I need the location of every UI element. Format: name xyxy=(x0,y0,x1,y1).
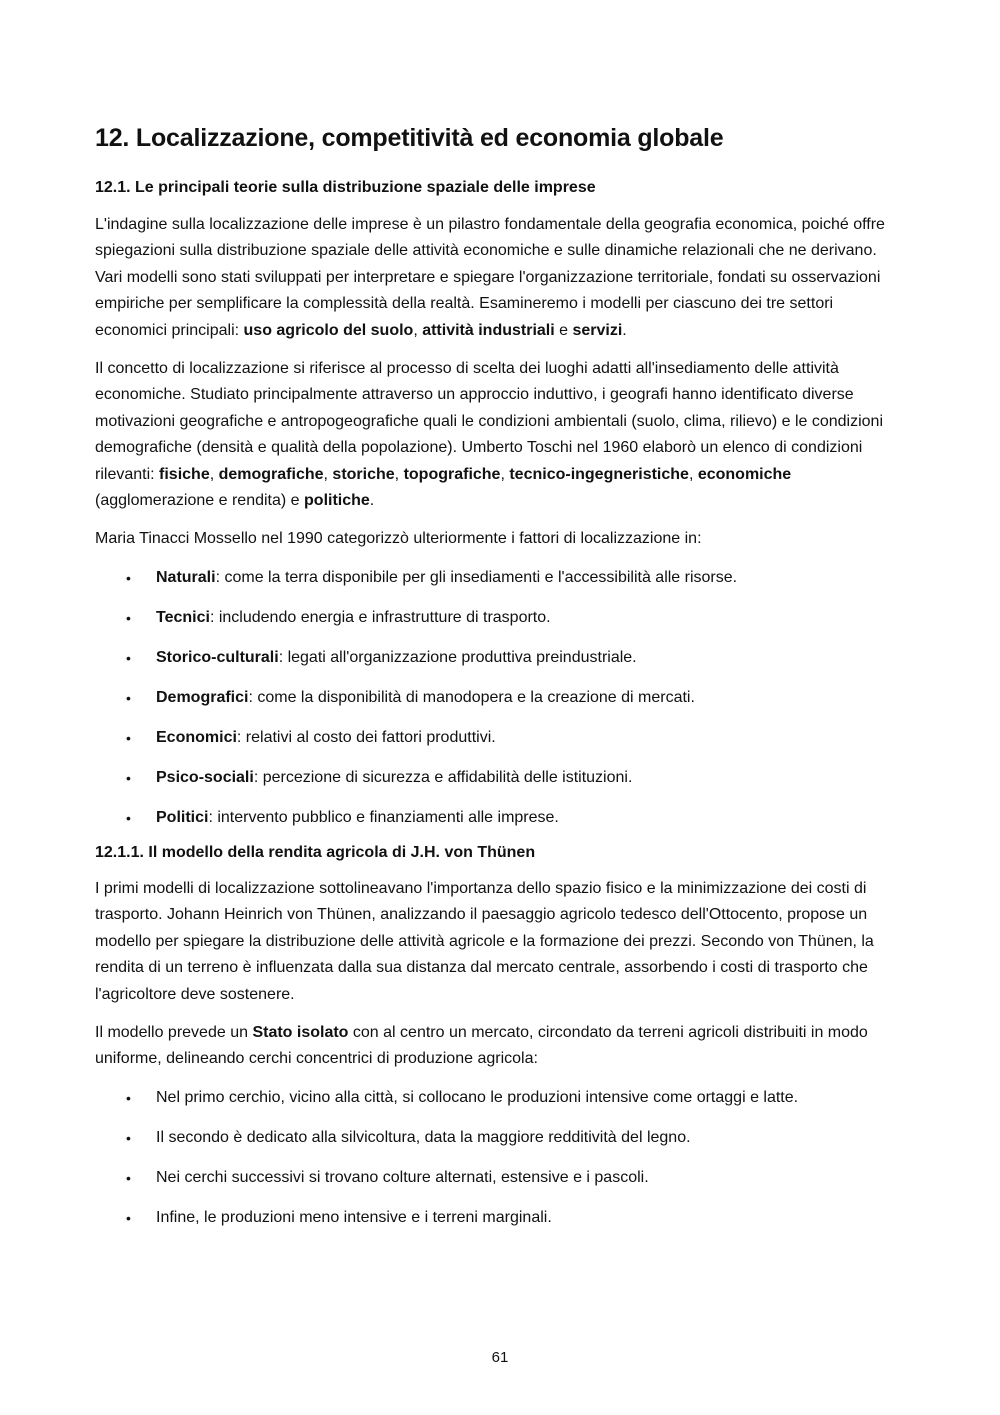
factor-term: Naturali xyxy=(156,568,216,586)
bold-term: demografiche xyxy=(218,465,324,483)
bold-term: politiche xyxy=(304,492,370,510)
bullet-icon: • xyxy=(126,769,131,786)
paragraph-text: L'indagine sulla localizzazione delle imprese è un pilastro fondamentale della geografia economica, poiché offre spiegazioni sulla distribuzione spaziale delle attività economiche e sulle dinamiche relazionali che ne derivano. Vari modelli sono stati sviluppati per interpretare e spiegare l'organizzazione territoriale, fondati su osservazioni empiriche per semplificare la complessità della realtà. Esamineremo i modelli per ciascuno dei tre settori economici principali: xyxy=(95,216,885,339)
list-item xyxy=(95,685,907,711)
list-item-text: Infine, le produzioni meno intensive e i terreni marginali. xyxy=(156,1208,552,1226)
factor-term: Economici xyxy=(156,728,237,746)
separator: , xyxy=(500,465,510,483)
bold-term: economiche xyxy=(697,465,792,483)
bold-term: Stato isolato xyxy=(252,1023,349,1041)
section-title: 12.1. Le principali teorie sulla distribuzione spaziale delle imprese xyxy=(95,179,596,196)
concentric-circles-list xyxy=(95,1085,907,1231)
bold-term: servizi xyxy=(572,321,623,339)
paragraph-text: con al centro un mercato, circondato da terreni agricoli distribuiti in modo uniforme, delineando cerchi concentrici di produzione agricola: xyxy=(95,1023,868,1068)
list-item xyxy=(95,725,907,751)
separator: , xyxy=(413,321,423,339)
separator: , xyxy=(394,465,404,483)
bullet-icon: • xyxy=(126,1169,131,1186)
separator: , xyxy=(688,465,698,483)
separator: e xyxy=(554,321,573,339)
list-item xyxy=(95,1125,907,1151)
list-item xyxy=(95,1165,907,1191)
separator: , xyxy=(209,465,219,483)
location-factors-list xyxy=(95,565,907,831)
list-item-text: Il secondo è dedicato alla silvicoltura, data la maggiore redditività del legno. xyxy=(156,1128,691,1146)
list-item xyxy=(95,805,907,831)
section-paragraph-2 xyxy=(95,356,907,514)
bullet-icon: • xyxy=(126,1209,131,1226)
bold-term: storiche xyxy=(332,465,395,483)
separator: . xyxy=(369,492,375,510)
list-item xyxy=(95,605,907,631)
list-item xyxy=(95,1085,907,1111)
paragraph-text: Il concetto di localizzazione si riferisce al processo di scelta dei luoghi adatti all'insediamento delle attività economiche. Studiato principalmente attraverso un approccio induttivo, i geografi hanno identificato diverse motivazioni geografiche e antropogeografiche quali le condizioni ambientali (suolo, clima, rilievo) e le condizioni demografiche (densità e qualità della popolazione). Umberto Toschi nel 1960 elaborò un elenco di condizioni rilevanti: xyxy=(95,360,883,483)
paragraph-text: Il modello prevede un xyxy=(95,1023,253,1041)
factor-term: Storico-culturali xyxy=(156,648,279,666)
separator: . xyxy=(622,321,627,339)
section-paragraph-1 xyxy=(95,212,907,344)
separator: , xyxy=(323,465,333,483)
subsection-paragraph-2 xyxy=(95,1020,907,1073)
bold-term: topografiche xyxy=(403,465,501,483)
bold-term: tecnico-ingegneristiche xyxy=(509,465,689,483)
chapter-title: 12. Localizzazione, competitività ed economia globale xyxy=(95,124,724,152)
list-item xyxy=(95,645,907,671)
list-item-text: Nei cerchi successivi si trovano colture alternati, estensive e i pascoli. xyxy=(156,1168,649,1186)
factor-description: : percezione di sicurezza e affidabilità delle istituzioni. xyxy=(253,768,633,786)
factor-description: : intervento pubblico e finanziamenti alle imprese. xyxy=(208,808,559,826)
factor-description: : come la terra disponibile per gli insediamenti e l'accessibilità alle risorse. xyxy=(215,568,738,586)
factor-term: Psico-sociali xyxy=(156,768,254,786)
list-item-text: Nel primo cerchio, vicino alla città, si collocano le produzioni intensive come ortaggi e latte. xyxy=(156,1088,799,1106)
factor-description: : relativi al costo dei fattori produttivi. xyxy=(236,728,496,746)
factor-description: : legati all'organizzazione produttiva preindustriale. xyxy=(278,648,637,666)
bullet-icon: • xyxy=(126,649,131,666)
page-number: 61 xyxy=(491,1349,509,1366)
bullet-icon: • xyxy=(126,569,131,586)
subsection-paragraph-1: I primi modelli di localizzazione sottolineavano l'importanza dello spazio fisico e la minimizzazione dei costi di trasporto. Johann Heinrich von Thünen, analizzando il paesaggio agricolo tedesco dell'Ottocento, propose un modello per spiegare la distribuzione delle attività agricole e la formazione dei prezzi. Secondo von Thünen, la rendita di un terreno è influenzata dalla sua distanza dal mercato centrale, assorbendo i costi di trasporto che l'agricoltore deve sostenere. xyxy=(95,879,874,1003)
bold-term: uso agricolo del suolo xyxy=(243,321,414,339)
bold-term: fisiche xyxy=(159,465,210,483)
list-item xyxy=(95,1205,907,1231)
bullet-icon: • xyxy=(126,809,131,826)
bullet-icon: • xyxy=(126,689,131,706)
section-paragraph-3: Maria Tinacci Mossello nel 1990 categorizzò ulteriormente i fattori di localizzazione in: xyxy=(95,530,702,548)
list-item xyxy=(95,765,907,791)
factor-description: : includendo energia e infrastrutture di trasporto. xyxy=(209,608,551,626)
factor-description: : come la disponibilità di manodopera e la creazione di mercati. xyxy=(248,688,695,706)
bold-term: attività industriali xyxy=(422,321,555,339)
bullet-icon: • xyxy=(126,729,131,746)
bullet-icon: • xyxy=(126,609,131,626)
document-page xyxy=(95,118,907,1245)
factor-term: Demografici xyxy=(156,688,249,706)
separator: (agglomerazione e rendita) e xyxy=(95,492,305,510)
list-item xyxy=(95,565,907,591)
bullet-icon: • xyxy=(126,1129,131,1146)
bullet-icon: • xyxy=(126,1089,131,1106)
factor-term: Tecnici xyxy=(156,608,210,626)
subsection-title: 12.1.1. Il modello della rendita agricola di J.H. von Thünen xyxy=(95,843,536,861)
factor-term: Politici xyxy=(156,808,209,826)
